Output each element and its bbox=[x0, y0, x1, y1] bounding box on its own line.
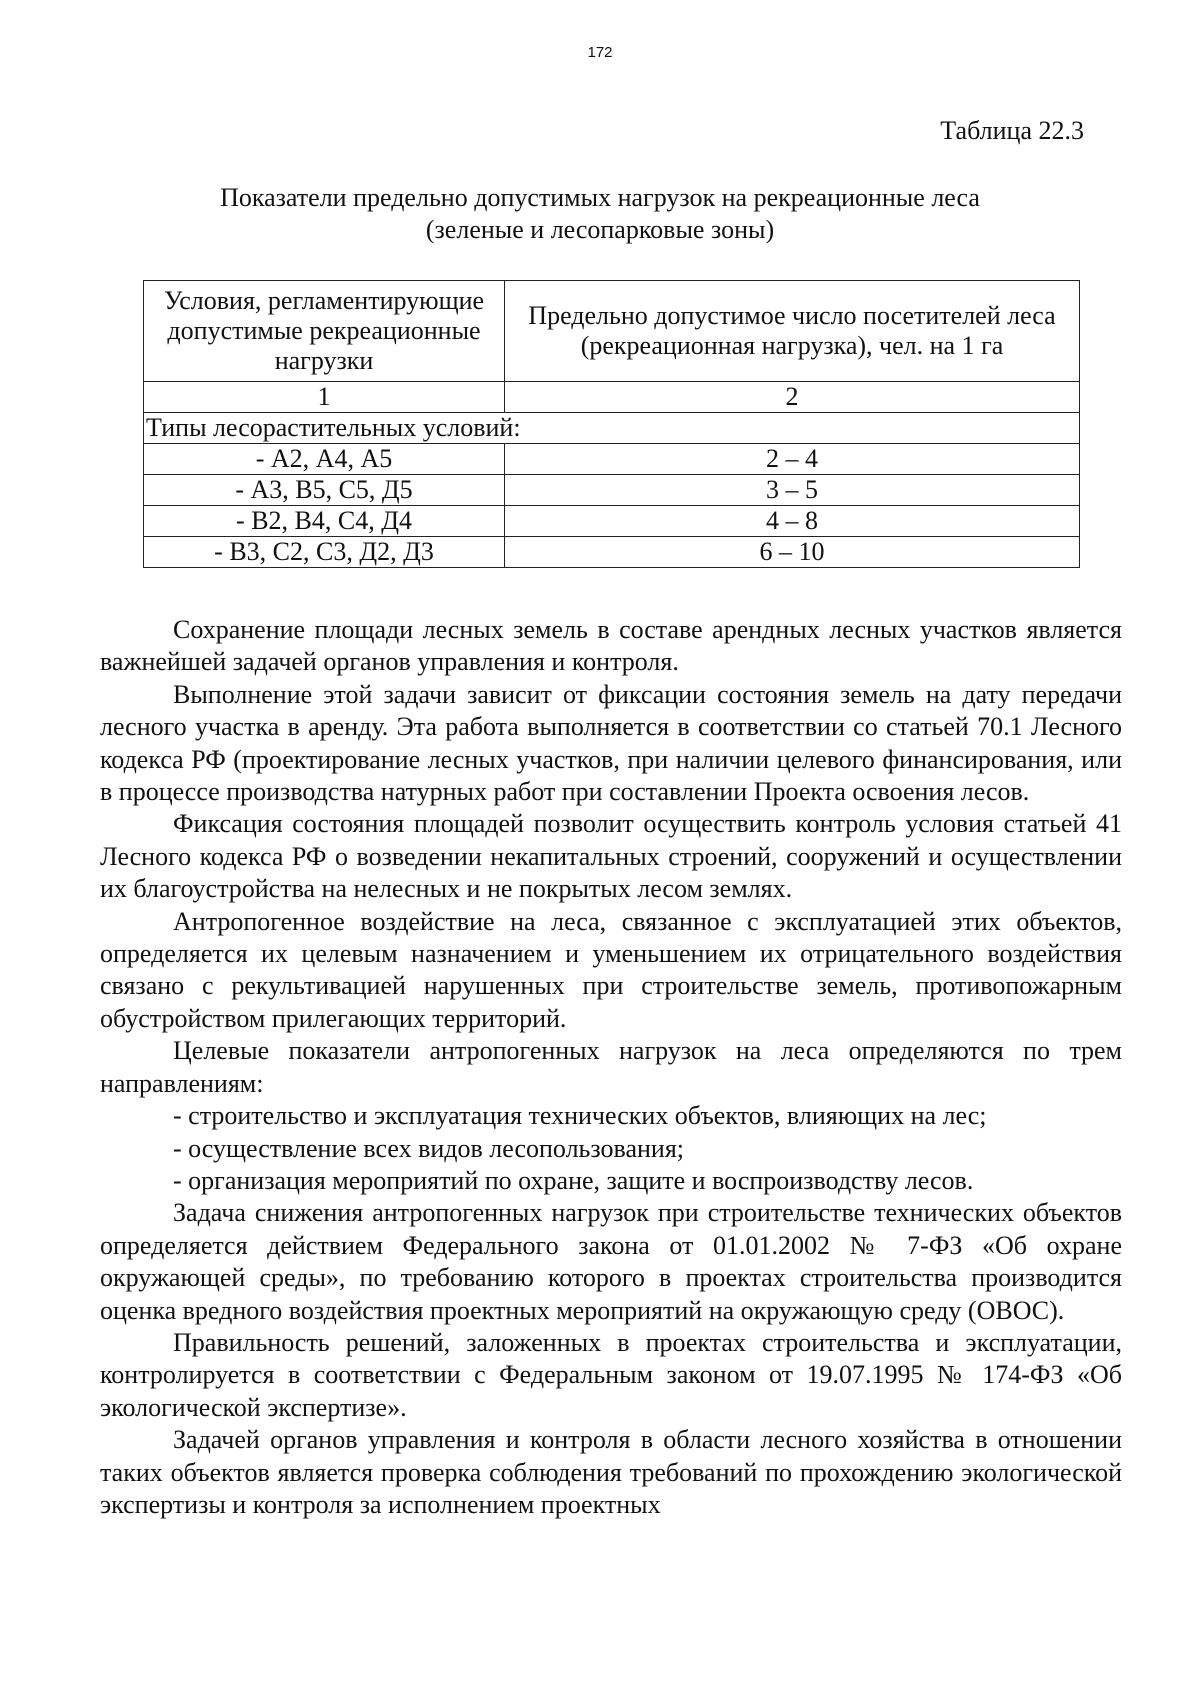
paragraph: Антропогенное воздействие на леса, связанное с эксплуатацией этих объектов, определяется их целевым назначением и уменьшением их отрицательного воздействия связано с рекультивацией нарушенных при строительстве земель, противопожарным обустройством прилегающих территорий. bbox=[100, 906, 1122, 1033]
body-text bbox=[100, 614, 1122, 1521]
page-number: 172 bbox=[587, 44, 613, 61]
list-item: - осуществление всех видов лесопользования; bbox=[173, 1133, 685, 1163]
value-cell: 3 – 5 bbox=[505, 475, 1080, 506]
table-title-line: (зеленые и лесопарковые зоны) bbox=[425, 215, 775, 244]
header-visitors: Предельно допустимое число посетителей леса (рекреационная нагрузка), чел. на 1 га bbox=[505, 281, 1080, 382]
recreational-load-table bbox=[143, 280, 1080, 568]
table-row bbox=[144, 537, 1080, 568]
table-row bbox=[144, 506, 1080, 537]
list-item: - организация мероприятий по охране, защите и воспроизводству лесов. bbox=[173, 1165, 974, 1195]
column-number-row bbox=[144, 382, 1080, 413]
condition-cell: - А3, В5, С5, Д5 bbox=[144, 475, 505, 506]
paragraph: Задачей органов управления и контроля в области лесного хозяйства в отношении таких объектов является проверка соблюдения требований по прохождению экологической экспертизы и контроля за исполнением проектных bbox=[100, 1425, 1122, 1519]
paragraph: Задача снижения антропогенных нагрузок при строительстве технических объектов определяется действием Федерального закона от 01.01.2002 № 7-ФЗ «Об охране окружающей среды», по требованию которого в проектах строительства производится оценка вредного воздействия проектных мероприятий на окружающую среду (ОВОС). bbox=[100, 1198, 1122, 1325]
header-conditions: Условия, регламентирующие допустимые рекреационные нагрузки bbox=[144, 281, 505, 382]
table-label: Таблица 22.3 bbox=[940, 116, 1084, 145]
value-cell: 2 – 4 bbox=[505, 444, 1080, 475]
group-row bbox=[144, 413, 1080, 444]
condition-cell: - В3, С2, С3, Д2, Д3 bbox=[144, 537, 505, 568]
value-cell: 4 – 8 bbox=[505, 506, 1080, 537]
column-number: 2 bbox=[505, 382, 1080, 413]
condition-cell: - А2, А4, А5 bbox=[144, 444, 505, 475]
paragraph: Сохранение площади лесных земель в составе арендных лесных участков является важнейшей задачей органов управления и контроля. bbox=[100, 615, 1122, 677]
table-row bbox=[144, 475, 1080, 506]
paragraph: Правильность решений, заложенных в проектах строительства и эксплуатации, контролируется в соответствии с Федеральным законом от 19.07.1995 № 174-ФЗ «Об экологической экспертизе». bbox=[100, 1327, 1122, 1422]
paragraph: Фиксация состояния площадей позволит осуществить контроль условия статьей 41 Лесного кодекса РФ о возведении некапитальных строений, сооружений и осуществлении их благоустройства на нелесных и не покрытых лесом землях. bbox=[100, 809, 1122, 904]
group-label: Типы лесорастительных условий: bbox=[144, 413, 1080, 444]
column-number: 1 bbox=[144, 382, 505, 413]
table-title-line: Показатели предельно допустимых нагрузок на рекреационные леса bbox=[220, 183, 980, 212]
condition-cell: - В2, В4, С4, Д4 bbox=[144, 506, 505, 537]
value-cell: 6 – 10 bbox=[505, 537, 1080, 568]
paragraph: Выполнение этой задачи зависит от фиксации состояния земель на дату передачи лесного участка в аренду. Эта работа выполняется в соответствии со статьей 70.1 Лесного кодекса РФ (проектирование лесных участков, при наличии целевого финансирования, или в процессе производства натурных работ при составлении Проекта освоения лесов. bbox=[100, 679, 1122, 807]
table-header-row bbox=[144, 281, 1080, 382]
table-title bbox=[0, 182, 1200, 246]
table-row bbox=[144, 444, 1080, 475]
paragraph: Целевые показатели антропогенных нагрузок на леса определяются по трем направлениям: bbox=[100, 1036, 1122, 1098]
list-item: - строительство и эксплуатация технических объектов, влияющих на лес; bbox=[173, 1101, 987, 1131]
